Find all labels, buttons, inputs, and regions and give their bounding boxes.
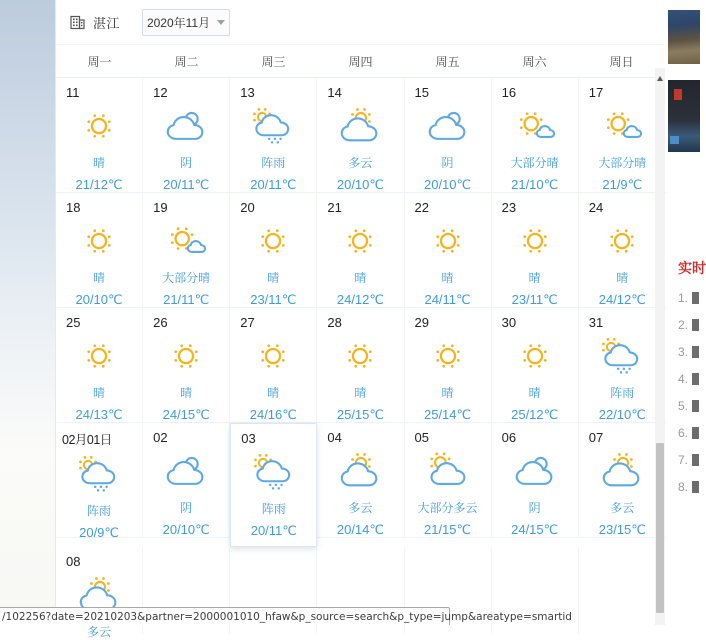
temperature-label: 24/13℃ (75, 407, 123, 422)
weather-condition-label: 晴 (93, 271, 106, 285)
day-number: 30 (501, 315, 517, 330)
sunny-weather-icon (337, 223, 383, 261)
weather-condition-label: 晴 (354, 271, 367, 285)
sunny-weather-icon (76, 223, 122, 261)
month-dropdown-value: 2020年11月 (146, 15, 211, 30)
temperature-label: 22/10℃ (598, 407, 646, 422)
weekday-header-row (56, 45, 665, 78)
mostly-cloudy-weather-icon (425, 453, 471, 491)
day-number: 06 (501, 430, 517, 445)
temperature-label: 24/15℃ (511, 522, 559, 537)
calendar-grid (56, 78, 666, 639)
temperature-label: 24/12℃ (336, 292, 384, 307)
temperature-label: 20/10℃ (162, 522, 210, 537)
weather-condition-label: 大部分晴 (162, 271, 211, 285)
day-number: 17 (588, 85, 604, 100)
temperature-label: 21/15℃ (423, 522, 472, 537)
month-dropdown[interactable] (142, 9, 230, 36)
day-number: 21 (327, 200, 342, 215)
temperature-label: 24/11℃ (424, 292, 471, 307)
day-number: 18 (66, 200, 81, 215)
scrollbar-up-button[interactable] (655, 72, 665, 84)
temperature-label: 25/14℃ (423, 407, 472, 422)
sunny-weather-icon (250, 223, 296, 261)
calendar-cell-16[interactable] (492, 78, 579, 193)
calendar-cell-02[interactable] (143, 423, 230, 538)
day-number: 11 (66, 85, 80, 100)
weekday-label-4: 周四 (348, 54, 373, 69)
weather-condition-label: 阴 (441, 156, 454, 170)
sunny-weather-icon (512, 338, 558, 376)
mostly-sunny-weather-icon (599, 108, 645, 146)
weather-icon-box (143, 337, 229, 377)
weather-icon-box (56, 337, 142, 377)
weather-condition-label: 晴 (267, 386, 280, 400)
weather-condition-label: 阵雨 (261, 502, 286, 516)
weather-icon-box (230, 337, 316, 377)
temperature-label: 23/11℃ (250, 292, 297, 307)
shower-weather-icon (250, 108, 296, 146)
weather-icon-box (579, 222, 666, 262)
weather-icon-box (405, 107, 491, 147)
weather-condition-label: 大部分多云 (417, 501, 478, 515)
weather-icon-box (56, 107, 142, 147)
overcast-weather-icon (163, 108, 209, 146)
weather-icon-box (405, 337, 491, 377)
hot-topic-rank: 1. (678, 290, 689, 305)
weather-icon-box (231, 453, 316, 493)
sky-background (0, 0, 60, 625)
temperature-label: 20/14℃ (336, 522, 384, 537)
calendar-header (56, 0, 665, 45)
day-number: 03 (241, 431, 256, 446)
weather-condition-label: 阵雨 (261, 156, 286, 170)
weather-condition-label: 多云 (348, 501, 373, 515)
weather-icon-box (492, 452, 578, 492)
mostly-sunny-weather-icon (512, 108, 558, 146)
day-number: 25 (66, 315, 81, 330)
day-number: 23 (501, 200, 517, 215)
chevron-down-icon (217, 20, 225, 25)
weather-condition-label: 多云 (87, 625, 112, 639)
day-number: 14 (327, 85, 342, 100)
weather-condition-label: 大部分晴 (510, 156, 559, 170)
calendar-cell-23[interactable] (492, 193, 579, 308)
calendar-cell-17[interactable] (579, 78, 666, 193)
hot-topic-rank: 3. (678, 344, 689, 359)
calendar-cell-26[interactable] (143, 308, 230, 423)
hot-topic-item-8[interactable] (678, 473, 700, 500)
calendar-cell-empty (579, 547, 666, 634)
browser-status-bar (0, 607, 572, 625)
calendar-cell-18[interactable] (56, 193, 143, 308)
temperature-label: 20/10℃ (75, 292, 123, 307)
hot-topics-list (678, 284, 700, 500)
temperature-label: 20/10℃ (423, 177, 472, 192)
weather-condition-label: 晴 (441, 386, 454, 400)
hot-topics-heading: 实时 (678, 260, 706, 276)
weather-condition-label: 晴 (441, 271, 454, 285)
sunny-weather-icon (163, 338, 209, 376)
sunny-weather-icon (250, 338, 296, 376)
temperature-label: 24/16℃ (249, 407, 297, 422)
weekday-label-2: 周二 (174, 54, 199, 69)
weather-icon-box (317, 452, 403, 492)
calendar-cell-14[interactable] (317, 78, 404, 193)
day-number: 12 (153, 85, 168, 100)
temperature-label: 21/10℃ (511, 177, 559, 192)
day-number: 28 (327, 315, 342, 330)
weather-condition-label: 阵雨 (87, 504, 112, 518)
weekday-label-6: 周六 (522, 54, 547, 69)
weather-condition-label: 晴 (93, 156, 106, 170)
weather-icon-box (579, 337, 666, 377)
weather-icon-box (492, 337, 578, 377)
day-number: 04 (327, 430, 342, 445)
calendar-cell-20[interactable] (230, 193, 317, 308)
day-number: 13 (240, 85, 255, 100)
hot-topic-item-1[interactable] (678, 284, 700, 311)
overcast-weather-icon (163, 453, 209, 491)
temperature-label: 24/12℃ (598, 292, 646, 307)
weather-icon-box (405, 222, 491, 262)
calendar-cell-31[interactable] (579, 308, 666, 423)
weather-calendar-panel (55, 0, 665, 639)
hot-topic-item-4[interactable] (678, 365, 700, 392)
temperature-label: 21/12℃ (75, 177, 123, 192)
day-number: 20 (240, 200, 255, 215)
day-number: 19 (153, 200, 168, 215)
sunny-weather-icon (76, 108, 122, 146)
temperature-label: 25/15℃ (336, 407, 384, 422)
weather-condition-label: 晴 (93, 386, 106, 400)
hot-topic-item-2[interactable] (678, 311, 700, 338)
temperature-label: 20/11℃ (250, 177, 297, 192)
day-number: 16 (501, 85, 517, 100)
day-number: 22 (414, 200, 429, 215)
weather-icon-box (317, 107, 403, 147)
day-number: 07 (588, 430, 604, 445)
weather-condition-label: 阴 (528, 501, 541, 515)
day-number: 08 (66, 554, 81, 569)
weather-icon-box (579, 107, 666, 147)
weather-condition-label: 阵雨 (610, 386, 635, 400)
weather-icon-box (317, 337, 403, 377)
weather-condition-label: 大部分晴 (598, 156, 647, 170)
scrollbar-track[interactable] (655, 68, 665, 625)
calendar-cell-05[interactable] (405, 423, 492, 538)
calendar-cell-21[interactable] (317, 193, 404, 308)
day-number: 02 (153, 430, 168, 445)
scrollbar-thumb[interactable] (656, 443, 664, 613)
day-number: 31 (588, 315, 604, 330)
weather-condition-label: 晴 (267, 271, 280, 285)
temperature-label: 20/10℃ (336, 177, 384, 192)
hot-topic-rank: 4. (678, 371, 689, 386)
weather-icon-box (230, 107, 316, 147)
hot-topic-item-7[interactable] (678, 446, 700, 473)
weather-condition-label: 阴 (180, 156, 193, 170)
hot-topic-item-5[interactable] (678, 392, 700, 419)
day-number: 02月01日 (62, 433, 112, 447)
weekday-label-3: 周三 (261, 54, 286, 69)
shower-weather-icon (76, 456, 122, 494)
temperature-label: 21/9℃ (602, 177, 643, 192)
city-label: 湛江 (93, 15, 121, 31)
day-number: 26 (153, 315, 168, 330)
calendar-cell-19[interactable] (143, 193, 230, 308)
calendar-cell-04[interactable] (317, 423, 404, 538)
weekday-label-1: 周一 (87, 54, 112, 69)
hot-topic-rank: 6. (678, 425, 689, 440)
calendar-cell-15[interactable] (405, 78, 492, 193)
sunny-weather-icon (599, 223, 645, 261)
news-thumbnail-bottom[interactable] (668, 80, 700, 152)
calendar-cell-11[interactable] (56, 78, 143, 193)
sunny-weather-icon (76, 338, 122, 376)
weather-icon-box (579, 452, 666, 492)
weather-condition-label: 晴 (528, 386, 541, 400)
sunny-weather-icon (512, 223, 558, 261)
day-number: 24 (588, 200, 604, 215)
weather-condition-label: 阴 (180, 501, 193, 515)
calendar-cell-28[interactable] (317, 308, 404, 423)
shower-weather-icon (599, 338, 645, 376)
temperature-label: 21/11℃ (163, 292, 210, 307)
calendar-cell-29[interactable] (405, 308, 492, 423)
weather-icon-box (492, 222, 578, 262)
news-thumbnail-top[interactable] (668, 10, 700, 64)
temperature-label: 20/11℃ (163, 177, 210, 192)
cloudy-weather-icon (599, 453, 645, 491)
weather-icon-box (230, 222, 316, 262)
weekday-label-7: 周日 (609, 54, 634, 69)
weather-icon-box (56, 222, 142, 262)
calendar-cell-30[interactable] (492, 308, 579, 423)
sunny-weather-icon (425, 223, 471, 261)
weather-icon-box (143, 452, 229, 492)
weather-condition-label: 多云 (348, 156, 373, 170)
weather-icon-box (492, 107, 578, 147)
status-url-text: /102256?date=20210203&partner=2000001010_hfaw&p_source=search&p_type=jump&areatype=smartid (2, 610, 572, 623)
shower-weather-icon (251, 454, 297, 492)
day-number: 15 (414, 85, 429, 100)
hot-topic-rank: 2. (678, 317, 689, 332)
weather-icon-box (143, 222, 229, 262)
day-number: 05 (414, 430, 429, 445)
weather-icon-box (317, 222, 403, 262)
hot-topic-item-3[interactable] (678, 338, 700, 365)
weather-condition-label: 晴 (616, 271, 629, 285)
calendar-cell-07[interactable] (579, 423, 666, 538)
calendar-cell-12[interactable] (143, 78, 230, 193)
temperature-label: 24/15℃ (162, 407, 210, 422)
weather-icon-box (56, 455, 142, 495)
calendar-cell-03[interactable] (230, 423, 317, 547)
weather-condition-label: 多云 (610, 501, 635, 515)
weather-condition-label: 晴 (354, 386, 367, 400)
weekday-label-5: 周五 (435, 54, 460, 69)
temperature-label: 23/15℃ (598, 522, 646, 537)
building-icon (69, 14, 86, 31)
calendar-cell-24[interactable] (579, 193, 666, 308)
day-number: 29 (414, 315, 429, 330)
cloudy-weather-icon (337, 108, 383, 146)
mostly-sunny-weather-icon (163, 223, 209, 261)
day-number: 27 (240, 315, 255, 330)
calendar-cell-22[interactable] (405, 193, 492, 308)
hot-topic-rank: 5. (678, 398, 689, 413)
calendar-cell-02月01日[interactable] (56, 423, 143, 538)
overcast-weather-icon (425, 108, 471, 146)
weather-condition-label: 晴 (180, 386, 193, 400)
calendar-cell-13[interactable] (230, 78, 317, 193)
weather-icon-box (405, 452, 491, 492)
hot-topic-rank: 8. (678, 479, 689, 494)
hot-topic-rank: 7. (678, 452, 689, 467)
sunny-weather-icon (425, 338, 471, 376)
overcast-weather-icon (512, 453, 558, 491)
calendar-cell-27[interactable] (230, 308, 317, 423)
calendar-cell-06[interactable] (492, 423, 579, 538)
temperature-label: 25/12℃ (511, 407, 559, 422)
temperature-label: 20/11℃ (250, 523, 297, 538)
temperature-label: 20/9℃ (79, 525, 120, 540)
sunny-weather-icon (337, 338, 383, 376)
hot-topic-item-6[interactable] (678, 419, 700, 446)
calendar-cell-25[interactable] (56, 308, 143, 423)
weather-condition-label: 晴 (528, 271, 541, 285)
cloudy-weather-icon (337, 453, 383, 491)
temperature-label: 23/11℃ (511, 292, 558, 307)
weather-icon-box (143, 107, 229, 147)
